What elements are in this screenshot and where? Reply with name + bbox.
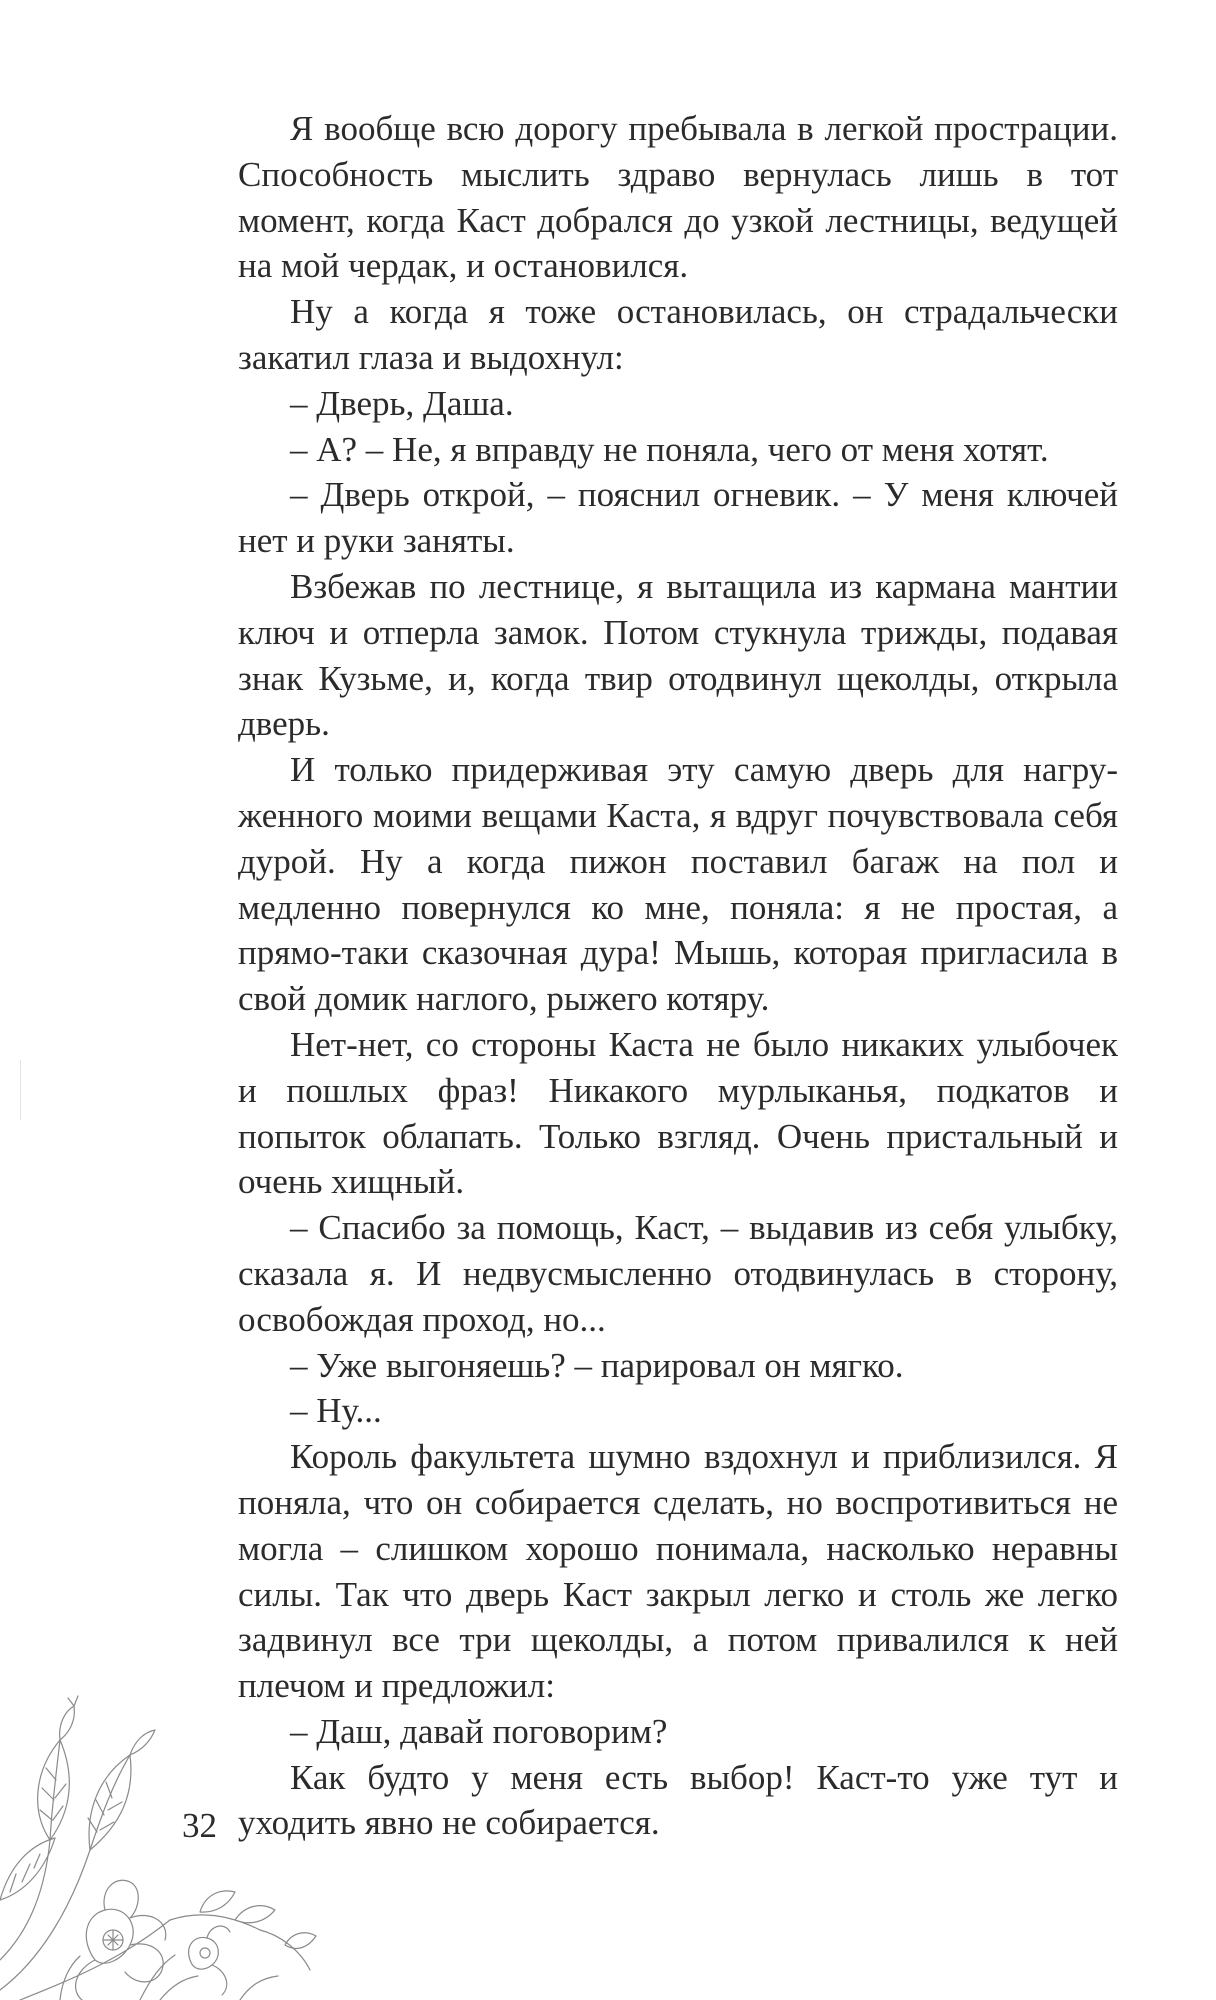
floral-ornament-icon [0,1660,330,2000]
paragraph-14: Как будто у меня есть выбор! Каст-то уже тут и уходить явно не собирается. [238,1757,1118,1843]
paragraph-2: Ну а когда я тоже остановилась, он страдальчески закатил глаза и выдохнул: [238,292,1118,377]
paragraph-13: – Даш, давай поговорим? [290,1711,668,1751]
paragraph-11: – Ну... [290,1391,382,1431]
paragraph-6: Взбежав по лестнице, я вытащила из кармана мантии ключ и отперла замок. Потом стукнула трижды, подавая знак Кузьме, и, когда твир отодвинул щеколды, открыла дверь. [238,566,1118,744]
paragraph-1: Я вообще всю дорогу пребывала в легкой прострации. Способность мыслить здраво вернулась лишь в тот момент, когда Каст добрался до узкой лестницы, ведущей на мой чердак, и остановился. [238,109,1118,286]
paragraph-4: – А? – Не, я вправду не поняла, чего от меня хотят. [290,429,1049,469]
paragraph-12: Король факультета шумно вздохнул и приблизился. Я поняла, что он собирается сделать, но воспротивиться не могла – слишком хорошо понимала, насколько неравны силы. Так что дверь Каст закрыл легко и столь же легко задвинул все три щеколды, а потом привалился к ней плечом и предложил: [238,1437,1118,1706]
paragraph-7: И только придерживая эту самую дверь для нагруженного моими вещами Каста, я вдруг почувствовала себя дурой. Ну а когда пижон поставил багаж на пол и медленно повернулся ко мне, поняла: я не простая, а прямо-таки сказочная дура! Мышь, которая пригласила в свой домик наглого, рыжего котяру. [238,750,1118,1019]
page-number: 32 [182,1806,217,1845]
paragraph-8: Нет-нет, со стороны Каста не было никаких улыбочек и пошлых фраз! Никакого мурлыканья, подкатов и попыток облапать. Только взгляд. Очень пристальный и очень хищный. [238,1024,1118,1202]
paragraph-10: – Уже выгоняешь? – парировал он мягко. [290,1345,904,1385]
paragraph-5: – Дверь открой, – пояснил огневик. – У меня ключей нет и руки заняты. [238,475,1118,561]
body-text [238,106,1118,1846]
page-edge-mark [20,1060,21,1120]
paragraph-9: – Спасибо за помощь, Каст, – выдавив из себя улыбку, сказала я. И недвусмысленно отодвинулась в сторону, освобождая проход, но... [238,1208,1118,1339]
paragraph-3: – Дверь, Даша. [290,383,514,423]
